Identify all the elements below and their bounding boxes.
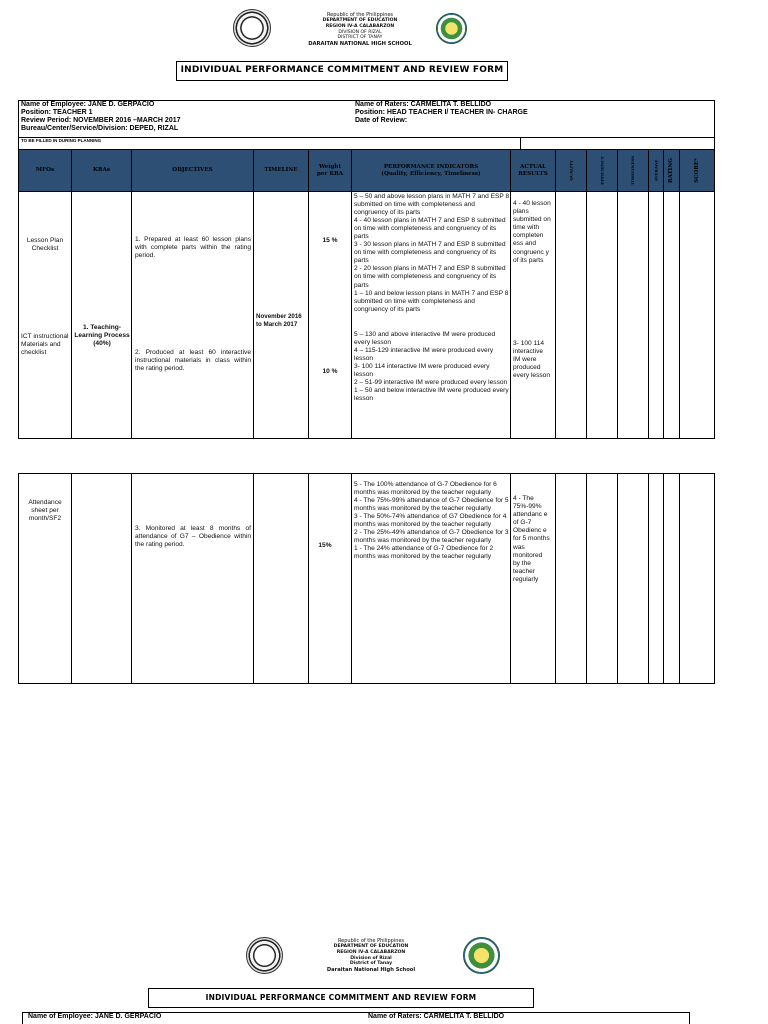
- indicators-2: 5 – 130 and above interactive IM were produced every lesson 4 – 115-129 interactive IM were produced every lesson 3- 100 114 interactive IM were produced every lesson 2 – 51-99 interactive IM were produced every lesson 1 – 50 and below interactive IM were produced every lesson: [354, 331, 509, 403]
- deped-seal-icon: [246, 937, 283, 974]
- bureau-division: Bureau/Center/Service/Division: DEPED, RIZAL: [21, 125, 179, 132]
- header-indicators-sub: (Quality, Efficiency, Timeliness): [381, 170, 481, 177]
- actual-result-3: 4 - The 75%-99% attendanc e of G-7 Obedienc e for 5 months was monitored by the teacher regularly: [513, 495, 550, 583]
- header-quality: QUALITY: [556, 150, 587, 191]
- objective-2: 2. Produced at least 60 interactive instructional materials in class within the rating period.: [135, 349, 251, 373]
- header-efficiency: EFFICIENCY: [587, 150, 618, 191]
- school-text: DARAITAN NATIONAL HIGH SCHOOL: [308, 41, 412, 48]
- weight-2: 10 %: [322, 368, 338, 375]
- region-text: REGION IV-A CALABARZON: [325, 23, 395, 29]
- rater-name-page2: Name of Raters: CARMELITA T. BELLIDO: [368, 1013, 505, 1020]
- indicators-3: 5 - The 100% attendance of G-7 Obedience for 6 months was monitored by the teacher regularly 4 - The 75%-99% attendance of G-7 Obedience for 5 months was monitored by the teacher regularly 3 - The 50%-74% attendance of G7 Obedience for 4 months was monitored by the teacher regularly 2 - The 25%-49% attendance of G-7 Obedience for 3 months was monitored by the teacher regularly 1 - The 24% attendance of G-7 Obedience for 2 months was monitored by the teacher regularly: [354, 481, 509, 561]
- school-seal-icon: [463, 937, 500, 974]
- header-average: AVERAGE: [649, 150, 664, 191]
- letterhead-page2: [300, 938, 442, 974]
- weight-3: 15%: [318, 542, 332, 549]
- employee-name: Name of Employee: JANE D. GERPACIO: [21, 101, 155, 108]
- department-text: DEPARTMENT OF EDUCATION: [322, 18, 398, 24]
- republic-text: Republic of the Philippines: [337, 938, 405, 944]
- header-timeliness: TIMELINESS: [618, 150, 649, 191]
- header-weight: Weight per KRA: [309, 150, 352, 191]
- objective-1: 1. Prepared at least 60 lesson plans with complete parts within the rating period.: [135, 236, 251, 260]
- header-rating: RATING: [664, 150, 680, 191]
- mfo-lesson-plan: Lesson Plan Checklist: [26, 237, 64, 253]
- district-text: DISTRICT OF TANAY: [337, 35, 383, 41]
- rater-position: Position: HEAD TEACHER I/ TEACHER IN- CHARGE: [355, 109, 528, 116]
- header-actual: ACTUAL RESULTS: [511, 150, 556, 191]
- header-indicators-title: PERFORMANCE INDICATORS: [383, 163, 479, 170]
- department-text: DEPARTMENT OF EDUCATION: [333, 944, 409, 950]
- review-period: Review Period: NOVEMBER 2016 –MARCH 2017: [21, 117, 181, 124]
- header-objectives: OBJECTIVES: [132, 150, 254, 191]
- header-score: SCORE*: [693, 158, 700, 183]
- employee-position: Position: TEACHER 1: [21, 109, 93, 116]
- kra-teaching: 1. Teaching-Learning Process (40%): [74, 324, 130, 348]
- review-date: Date of Review:: [355, 117, 408, 124]
- table-header: [18, 149, 715, 192]
- deped-seal-icon: [233, 9, 271, 47]
- mfo-ict-materials: ICT instructional Materials and checklist: [21, 333, 69, 357]
- school-seal-icon: [436, 13, 467, 44]
- header-indicators: [352, 150, 511, 191]
- form-title-page2: INDIVIDUAL PERFORMANCE COMMITMENT AND REVIEW FORM: [148, 988, 534, 1008]
- republic-text: Republic of the Philippines: [326, 12, 394, 18]
- division-text: DIVISION OF RIZAL: [338, 29, 382, 35]
- division-text: Division of Rizal: [350, 955, 392, 961]
- letterhead: [290, 12, 430, 48]
- info-divider: [18, 137, 715, 138]
- region-text: REGION IV-A CALABARZON: [336, 949, 406, 955]
- school-text: Daraitan National High School: [326, 967, 416, 974]
- weight-1: 15 %: [322, 237, 338, 244]
- planning-note: TO BE FILLED IN DURING PLANNING: [21, 138, 102, 143]
- actual-result-1: 4 - 40 lesson plans submitted on time with completen ess and congruenc y of its parts: [513, 200, 551, 264]
- employee-name-page2: Name of Employee: JANE D. GERPACIO: [28, 1013, 162, 1020]
- timeline-value: November 2016 to March 2017: [256, 313, 302, 329]
- objective-3: 3. Monitored at least 8 months of attendance of G7 – Obedience within the rating period.: [135, 525, 251, 549]
- header-kras: KRAs: [72, 150, 132, 191]
- header-mfos: MFOs: [19, 150, 72, 191]
- indicators-1: 5 – 50 and above lesson plans in MATH 7 and ESP 8 submitted on time with completeness and congruency of its parts 4 - 40 lesson plans in MATH 7 and ESP 8 submitted on time with completeness and congruency of its parts 3 - 30 lesson plans in MATH 7 and ESP 8 submitted on time with completeness and congruency of its parts 2 - 20 lesson plans in MATH 7 and ESP 8 submitted on time with completeness and congruency of its parts 1 – 10 and below lesson plans in MATH 7 and ESP 8 submitted on time with completeness and congruency of its parts: [354, 193, 510, 313]
- actual-result-2: 3- 100 114 interactive IM were produced every lesson: [513, 340, 551, 380]
- mfo-attendance: Attendance sheet per month/SF2: [28, 499, 62, 523]
- form-title: INDIVIDUAL PERFORMANCE COMMITMENT AND REVIEW FORM: [176, 61, 508, 81]
- district-text: District of Tanay: [349, 961, 393, 967]
- header-timeline: TIMELINE: [254, 150, 309, 191]
- rater-name: Name of Raters: CARMELITA T. BELLIDO: [355, 101, 492, 108]
